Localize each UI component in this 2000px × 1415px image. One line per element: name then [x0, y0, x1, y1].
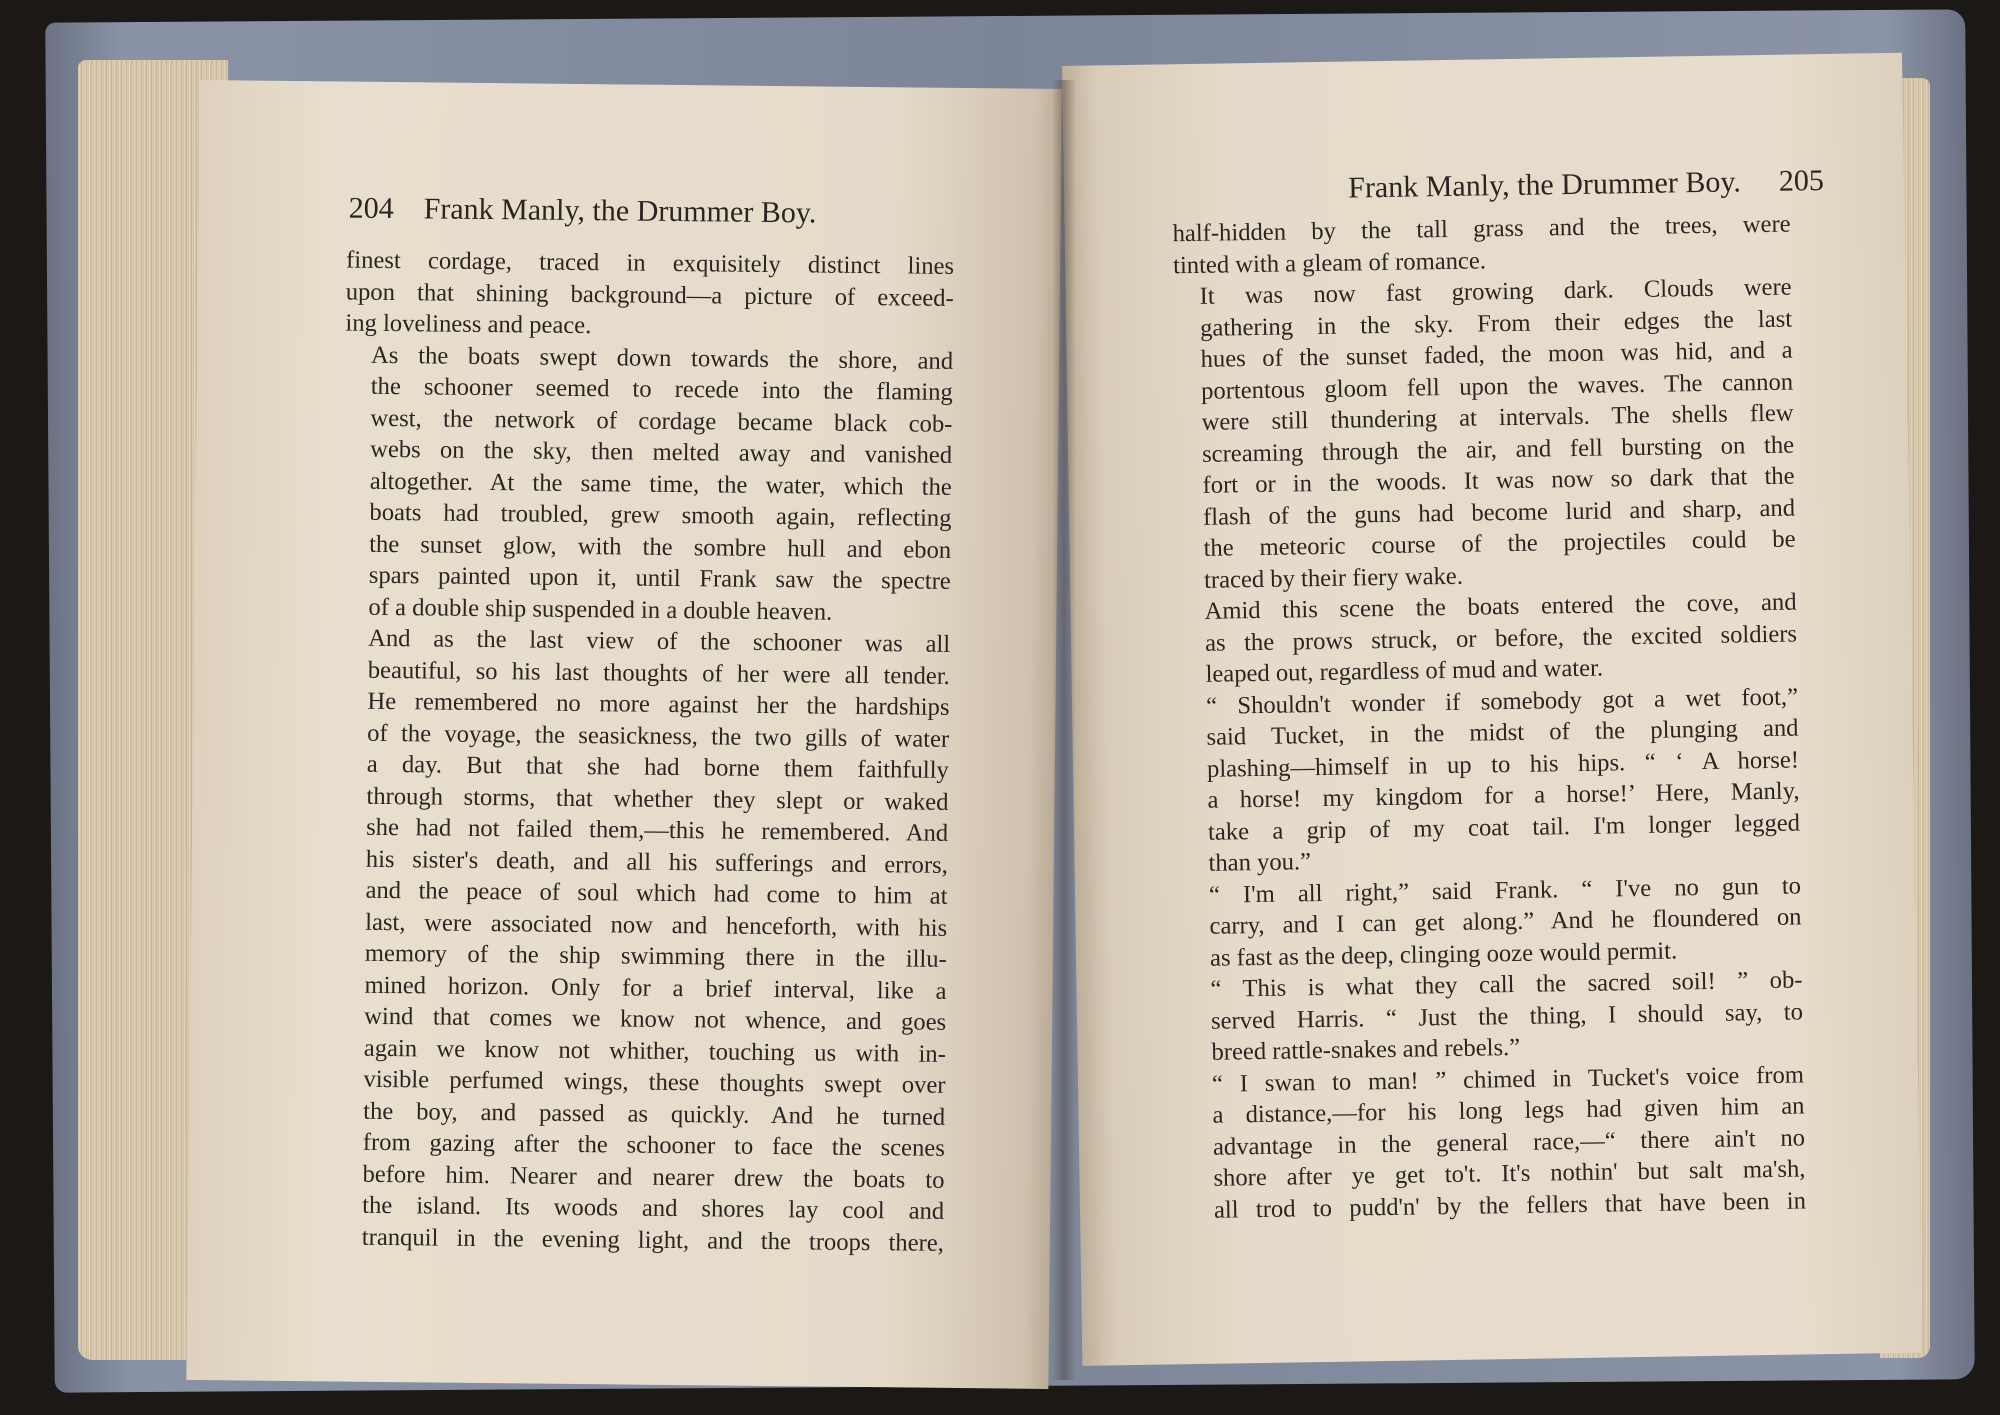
- text-line: tinted with a gleam of romance.: [1172, 246, 1487, 279]
- paragraph: [1183, 870, 1802, 974]
- text-line: again we know not whither, touching us with in-: [363, 1034, 946, 1068]
- page-number: 205: [1778, 164, 1825, 198]
- text-line: before him. Nearer and nearer drew the boats to: [362, 1160, 945, 1194]
- right-page-body: [1172, 209, 1806, 1227]
- text-line: she had not failed them,—this he remembered. And: [366, 813, 949, 847]
- paragraph: [1184, 964, 1803, 1068]
- text-line: breed rattle-snakes and rebels.”: [1211, 1033, 1521, 1066]
- text-line: upon that shining background—a picture of exceed-: [345, 278, 954, 312]
- text-line: served Harris. “ Just the thing, I should say, to: [1210, 997, 1804, 1035]
- text-line: hues of the sunset faded, the moon was hid, and a: [1200, 336, 1793, 373]
- text-line: boats had troubled, grew smooth again, reflecting: [369, 498, 952, 532]
- text-line: said Tucket, in the midst of the plunging and: [1206, 714, 1799, 751]
- paragraph: [1178, 587, 1797, 691]
- text-line: mined horizon. Only for a brief interval, like a: [364, 971, 947, 1005]
- text-line: Amid this scene the boats entered the cove, and: [1204, 588, 1797, 625]
- text-line: a distance,—for his long legs had given him an: [1212, 1092, 1805, 1129]
- text-line: wind that comes we know not whence, and goes: [364, 1002, 947, 1036]
- text-line: fort or in the woods. It was now so dark that the: [1202, 462, 1795, 499]
- text-line: a horse! my kingdom for a horse!’ Here, Manly,: [1207, 777, 1800, 814]
- paragraph: [1172, 209, 1791, 282]
- text-line: It was now fast growing dark. Clouds were: [1199, 273, 1792, 310]
- text-line: “ I'm all right,” said Frank. “ I've no gun to: [1208, 871, 1802, 909]
- paragraph: [345, 245, 954, 346]
- text-line: webs on the sky, then melted away and vanished: [370, 435, 953, 469]
- text-line: As the boats swept down towards the shore, and: [370, 341, 954, 375]
- text-line: the boy, and passed as quickly. And he turned: [363, 1097, 946, 1131]
- text-line: “ Shouldn't wonder if somebody got a wet foot,”: [1205, 683, 1799, 720]
- text-line: screaming through the air, and fell bursting on the: [1201, 431, 1795, 468]
- text-line: all trod to pudd'n' by the fellers that have been in: [1213, 1186, 1807, 1224]
- text-line: traced by their fiery wake.: [1203, 562, 1464, 594]
- text-line: carry, and I can get along.” And he floundered on: [1209, 903, 1802, 940]
- book-gutter: [1052, 80, 1076, 1380]
- text-line: flash of the guns had become lurid and sharp, and: [1202, 494, 1796, 531]
- text-line: take a grip of my coat tail. I'm longer legged: [1207, 809, 1801, 846]
- text-line: altogether. At the same time, the water, which the: [369, 467, 952, 501]
- text-line: than you.”: [1208, 848, 1312, 877]
- left-page-body: [336, 245, 955, 1259]
- text-line: west, the network of cordage became black cob-: [370, 404, 953, 438]
- paragraph: [1180, 681, 1801, 880]
- right-page-header: [1264, 164, 1824, 207]
- text-line: the meteoric course of the projectiles could be: [1203, 525, 1796, 562]
- text-line: spars painted upon it, until Frank saw the spectre: [368, 561, 951, 595]
- text-line: his sister's death, and all his sufferings and errors,: [365, 845, 948, 879]
- left-page-header: [348, 192, 1068, 234]
- text-line: through storms, that whether they slept or waked: [366, 782, 949, 816]
- text-line: the island. Its woods and shores lay cool and: [362, 1191, 945, 1225]
- text-line: the schooner seemed to recede into the flaming: [370, 372, 953, 406]
- text-line: visible perfumed wings, these thoughts swept over: [363, 1065, 946, 1099]
- text-line: and the peace of soul which had come to him at: [365, 876, 948, 910]
- left-page: [186, 80, 1062, 1389]
- text-line: advantage in the general race,—“ there ain't no: [1212, 1123, 1806, 1161]
- text-line: And as the last view of the schooner was all: [368, 624, 951, 658]
- text-line: “ This is what they call the sacred soil! ” ob-: [1210, 966, 1803, 1003]
- paragraph: [1173, 272, 1796, 597]
- text-line: ing loveliness and peace.: [345, 309, 592, 340]
- text-line: portentous gloom fell upon the waves. The cannon: [1200, 368, 1794, 405]
- paragraph: [1186, 1059, 1806, 1226]
- text-line: as the prows struck, or before, the excited soldiers: [1204, 620, 1798, 657]
- text-line: a day. But that she had borne them faithfully: [366, 750, 949, 784]
- running-head: Frank Manly, the Drummer Boy.: [423, 192, 817, 230]
- text-line: of a double ship suspended in a double heaven.: [368, 593, 833, 626]
- paragraph: [336, 623, 951, 1259]
- text-line: as fast as the deep, clinging ooze would permit.: [1209, 936, 1678, 972]
- text-line: beautiful, so his last thoughts of her were all tender.: [367, 656, 950, 690]
- text-line: memory of the ship swimming there in the illu-: [364, 939, 947, 973]
- text-line: He remembered no more against her the hardships: [367, 687, 950, 721]
- text-line: half-hidden by the tall grass and the trees, were: [1172, 210, 1791, 248]
- text-line: of the voyage, the seasickness, the two gills of water: [367, 719, 950, 753]
- text-line: were still thundering at intervals. The shells flew: [1201, 399, 1794, 436]
- text-line: gathering in the sky. From their edges the last: [1199, 305, 1793, 342]
- running-head: Frank Manly, the Drummer Boy.: [1347, 165, 1742, 205]
- text-line: finest cordage, traced in exquisitely distinct lines: [345, 246, 955, 280]
- paragraph: [342, 339, 953, 629]
- text-line: the sunset glow, with the sombre hull and ebon: [369, 530, 952, 564]
- text-line: leaped out, regardless of mud and water.: [1205, 654, 1604, 688]
- right-page: [1062, 53, 1922, 1366]
- text-line: from gazing after the schooner to face the scenes: [362, 1128, 945, 1162]
- page-number: 204: [348, 191, 394, 226]
- text-line: shore after ye get to't. It's nothin' but salt ma'sh,: [1213, 1155, 1806, 1192]
- text-line: plashing—himself in up to his hips. “ ‘ A horse!: [1206, 746, 1800, 783]
- text-line: tranquil in the evening light, and the troops there,: [361, 1223, 945, 1257]
- text-line: “ I swan to man! ” chimed in Tucket's voice from: [1211, 1060, 1805, 1098]
- text-line: last, were associated now and henceforth, with his: [365, 908, 948, 942]
